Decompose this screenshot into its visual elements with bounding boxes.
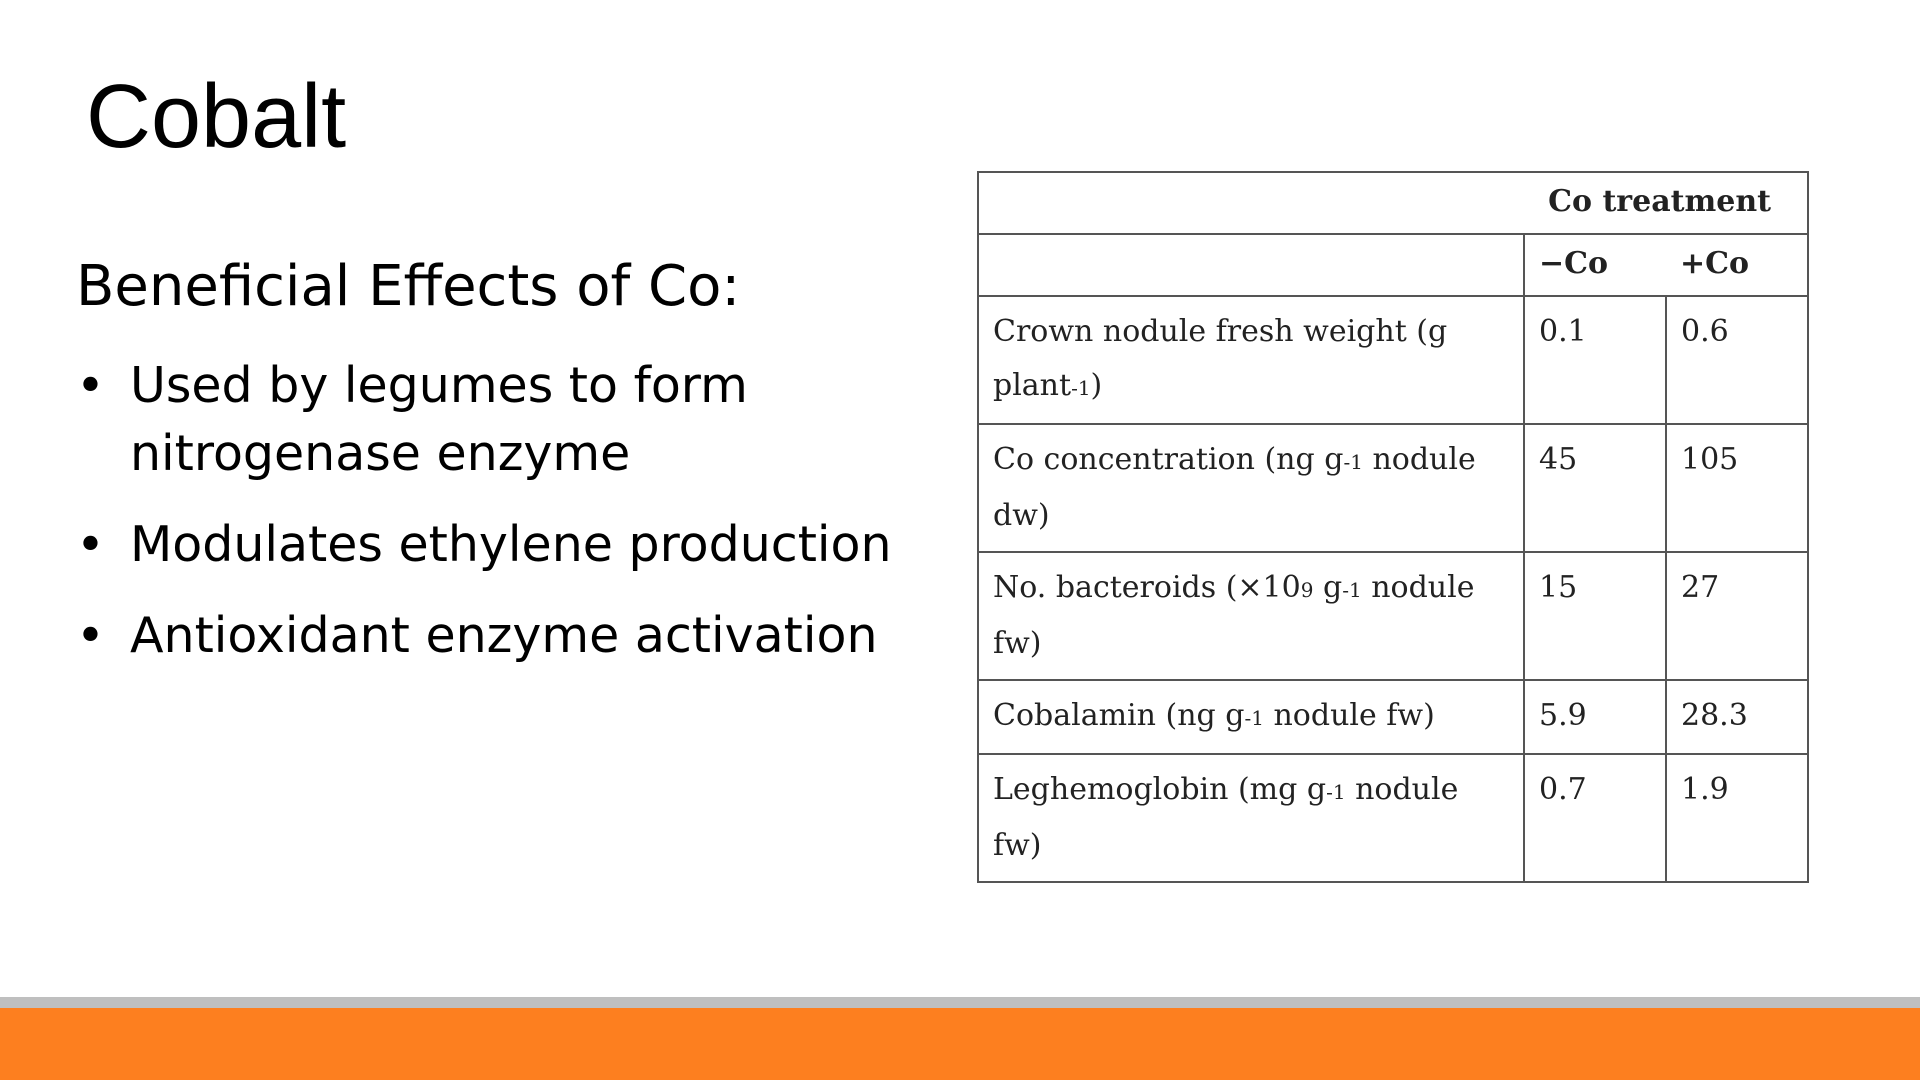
- slide-title: Cobalt: [86, 67, 347, 167]
- table-subheader-row: [978, 234, 1808, 296]
- value-minus-co: 5.9: [1524, 680, 1666, 754]
- row-label: No. bacteroids (×109 g-1 nodule fw): [978, 552, 1524, 680]
- group-header: Co treatment: [978, 172, 1808, 234]
- bullet-dot: •: [76, 607, 105, 664]
- value-plus-co: 0.6: [1666, 296, 1808, 424]
- subheading: Beneficial Effects of Co:: [76, 254, 741, 319]
- footer-divider-bar: [0, 997, 1920, 1008]
- co-treatment-table: [977, 171, 1809, 883]
- row-label: Co concentration (ng g-1 nodule dw): [978, 424, 1524, 552]
- row-label: Leghemoglobin (mg g-1 nodule fw): [978, 754, 1524, 882]
- table-header-row: [978, 172, 1808, 234]
- bullet-text: Used by legumes to form nitrogenase enzyme: [130, 357, 748, 482]
- header-minus-co: −Co: [1524, 234, 1666, 296]
- bullet-dot: •: [76, 357, 105, 414]
- bullet-item: [76, 511, 896, 579]
- header-plus-co: +Co: [1666, 234, 1808, 296]
- table-row: [978, 754, 1808, 882]
- value-minus-co: 0.1: [1524, 296, 1666, 424]
- value-plus-co: 1.9: [1666, 754, 1808, 882]
- bullet-item: [76, 352, 896, 488]
- bullet-list: [76, 352, 896, 693]
- value-minus-co: 45: [1524, 424, 1666, 552]
- value-plus-co: 105: [1666, 424, 1808, 552]
- row-label: Cobalamin (ng g-1 nodule fw): [978, 680, 1524, 754]
- value-plus-co: 27: [1666, 552, 1808, 680]
- table-row: [978, 424, 1808, 552]
- table-row: [978, 552, 1808, 680]
- bullet-item: [76, 602, 896, 670]
- footer-accent-bar: [0, 1008, 1920, 1080]
- empty-header-cell: [978, 234, 1524, 296]
- value-minus-co: 0.7: [1524, 754, 1666, 882]
- value-minus-co: 15: [1524, 552, 1666, 680]
- row-label: Crown nodule fresh weight (g plant-1): [978, 296, 1524, 424]
- value-plus-co: 28.3: [1666, 680, 1808, 754]
- bullet-text: Modulates ethylene production: [130, 516, 892, 573]
- bullet-text: Antioxidant enzyme activation: [130, 607, 878, 664]
- data-table-container: [977, 171, 1809, 883]
- bullet-dot: •: [76, 516, 105, 573]
- table-row: [978, 680, 1808, 754]
- table-row: [978, 296, 1808, 424]
